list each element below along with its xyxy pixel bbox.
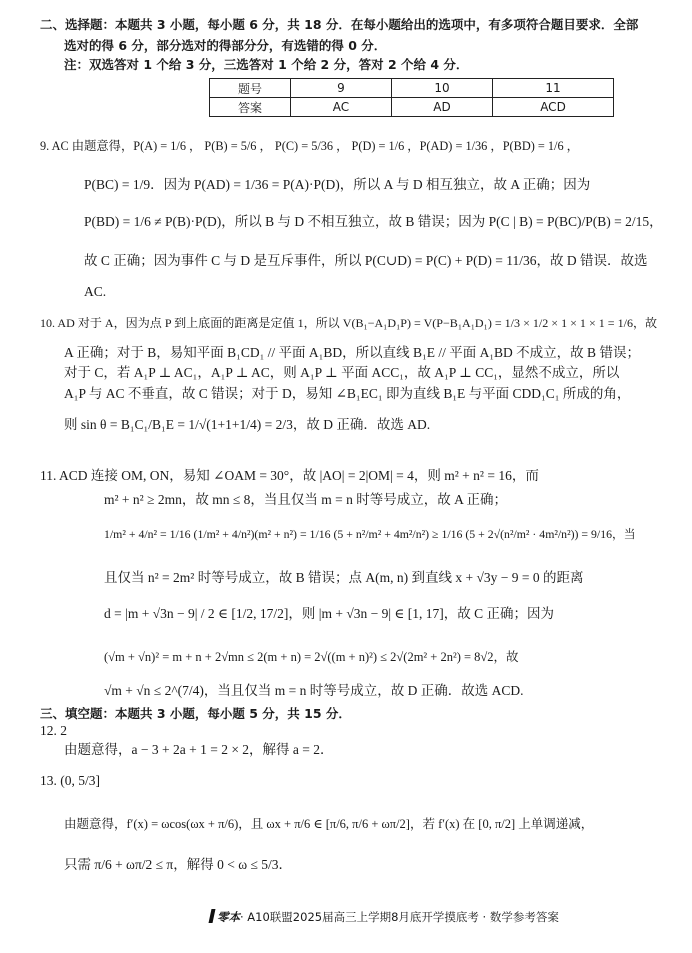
table-row <box>210 98 614 117</box>
q13-line-1: 由题意得，f′(x) = ωcos(ωx + π/6)，且 ωx + π/6 ∈ [π/6, π/6 + ωπ/2]，若 f′(x) 在 [0, π/2] 上单调递减， <box>64 817 594 831</box>
question-number: 9 <box>291 79 392 98</box>
page-footer <box>210 909 559 925</box>
q9-line-1: 9. AC 由题意得，P(A) = 1/6 ， P(B) = 5/6 ， P(C) = 5/36 ， P(D) = 1/6 ，P(AD) = 1/36 ，P(BD) = 1/6 ， <box>40 139 579 153</box>
q10-line-4: A₁P 与 AC 不垂直，故 C 错误；对于 D，易知 ∠B₁EC₁ 即为直线 B₁E 与平面 CDD₁C₁ 所成的角， <box>64 386 631 401</box>
q9-line-4: 故 C 正确；因为事件 C 与 D 是互斥事件，所以 P(C∪D) = P(C) + P(D) = 11/36，故 D 错误．故选 <box>84 253 648 268</box>
question-number: 11 <box>493 79 614 98</box>
answer-cell: ACD <box>493 98 614 117</box>
q9-line-5: AC. <box>84 284 107 299</box>
answer-cell: AD <box>392 98 493 117</box>
brand-logo: 零本 <box>217 910 240 924</box>
q11-line-3: 1/m² + 4/n² = 1/16 (1/m² + 4/n²)(m² + n²) = 1/16 (5 + n²/m² + 4m²/n²) ≥ 1/16 (5 + 2√(n²/m² · 4m²/n²)) = 9/16，当 <box>104 527 636 541</box>
q11-line-7: √m + √n ≤ 2^(7/4)，当且仅当 m = n 时等号成立，故 D 正确．故选 ACD. <box>104 683 524 698</box>
section2-heading-cont: 选对的得 6 分，部分选对的得部分分，有选错的得 0 分． <box>64 38 387 53</box>
q11-line-5: d = |m + √3n − 9| / 2 ∈ [1/2, 17/2]，则 |m + √3n − 9| ∈ [1, 17]，故 C 正确；因为 <box>104 606 555 621</box>
question-number: 10 <box>392 79 493 98</box>
answer-cell: AC <box>291 98 392 117</box>
row-label-number: 题号 <box>210 79 291 98</box>
table-row <box>210 79 614 98</box>
q10-line-3: 对于 C，若 A₁P ⊥ AC₁，A₁P ⊥ AC，则 A₁P ⊥ 平面 ACC₁，故 A₁P ⊥ CC₁，显然不成立，所以 <box>64 365 620 380</box>
q10-line-2: A 正确；对于 B，易知平面 B₁CD₁ // 平面 A₁BD，所以直线 B₁E // 平面 A₁BD 不成立，故 B 错误； <box>64 345 640 360</box>
q12-answer: 12. 2 <box>40 723 67 738</box>
q11-line-2: m² + n² ≥ 2mn，故 mn ≤ 8，当且仅当 m = n 时等号成立，故 A 正确； <box>104 492 508 507</box>
q9-line-3: P(BD) = 1/6 ≠ P(B)·P(D)，所以 B 与 D 不相互独立，故 B 错误；因为 P(C | B) = P(BC)/P(B) = 2/15， <box>84 214 663 229</box>
q13-answer: 13. (0, 5/3] <box>40 773 100 788</box>
answer-table <box>209 78 614 117</box>
section2-note: 注：双选答对 1 个给 3 分，三选答对 1 个给 2 分，答对 2 个给 4 分． <box>64 57 469 72</box>
footer-text: · A10联盟2025届高三上学期8月底开学摸底考 · 数学参考答案 <box>240 910 559 924</box>
section2-heading: 二、选择题：本题共 3 小题，每小题 6 分，共 18 分．在每小题给出的选项中，有多项符合题目要求．全部 <box>40 17 639 32</box>
q11-line-4: 且仅当 n² = 2m² 时等号成立，故 B 错误；点 A(m, n) 到直线 x + √3y − 9 = 0 的距离 <box>104 570 584 585</box>
section3-heading: 三、填空题：本题共 3 小题，每小题 5 分，共 15 分． <box>40 706 351 721</box>
q10-line-1: 10. AD 对于 A，因为点 P 到上底面的距离是定值 1，所以 V(B₁−A₁D₁P) = V(P−B₁A₁D₁) = 1/3 × 1/2 × 1 × 1 × 1 = 1/6，故 <box>40 316 658 330</box>
q11-line-1: 11. ACD 连接 OM, ON，易知 ∠OAM = 30°，故 |AO| = 2|OM| = 4，则 m² + n² = 16，而 <box>40 468 539 483</box>
q10-line-5: 则 sin θ = B₁C₁/B₁E = 1/√(1+1+1/4) = 2/3，故 D 正确．故选 AD. <box>64 417 431 432</box>
q9-line-2: P(BC) = 1/9．因为 P(AD) = 1/36 = P(A)·P(D)，所以 A 与 D 相互独立，故 A 正确；因为 <box>84 177 591 192</box>
logo-mark-icon <box>209 909 216 923</box>
row-label-answer: 答案 <box>210 98 291 117</box>
q13-line-2: 只需 π/6 + ωπ/2 ≤ π，解得 0 < ω ≤ 5/3． <box>64 857 293 872</box>
q12-explanation: 由题意得，a − 3 + 2a + 1 = 2 × 2，解得 a = 2． <box>64 742 334 757</box>
q11-line-6: (√m + √n)² = m + n + 2√mn ≤ 2(m + n) = 2√((m + n)²) ≤ 2√(2m² + 2n²) = 8√2，故 <box>104 650 519 664</box>
